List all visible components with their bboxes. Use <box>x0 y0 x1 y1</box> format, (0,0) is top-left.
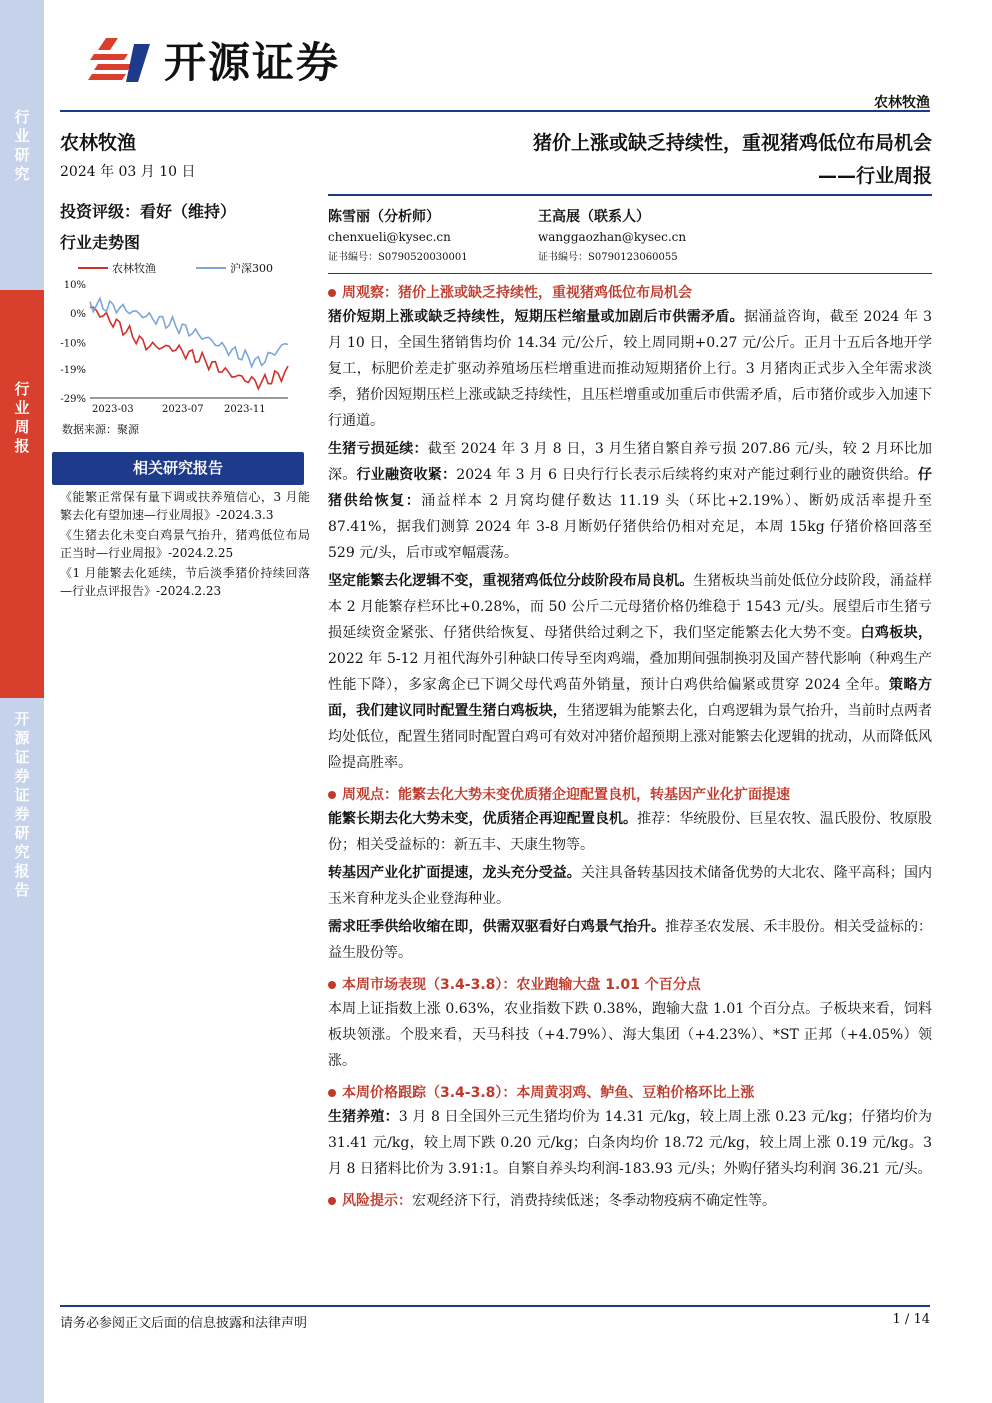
section-heading-text: 风险提示： <box>342 1193 412 1209</box>
sections <box>328 282 932 1210</box>
title-rule <box>328 194 932 196</box>
section-heading-text: 周观察：猪价上涨或缺乏持续性，重视猪鸡低位布局机会 <box>342 285 692 301</box>
author-cert: 证书编号：S0790123060055 <box>538 252 678 263</box>
paragraph: 生猪亏损延续：截至 2024 年 3 月 8 日，3 月生猪自繁自养亏损 207.86 元/头，较 2 月环比加深。行业融资收紧：2024 年 3 月 6 日央行行长表示后续将约束对产能过剩行业的融资供给。仔猪供给恢复：涌益样本 2 月窝均健仔数达 11.19 头（环比+2.19%）、断奶成活率提升至 87.41%，据我们测算 2024 年 3-8 月断奶仔猪供给仍相对充足，本周 15kg 仔猪价格回落至 529 元/头，后市或窄幅震荡。 <box>328 441 933 561</box>
trend-chart <box>56 254 300 440</box>
paragraph: 坚定能繁去化逻辑不变，重视猪鸡低位分歧阶段布局良机。生猪板块当前处低位分歧阶段，涌益样本 2 月能繁存栏环比+0.28%，而 50 公斤二元母猪价格仍维稳于 1543 元/头。展望后市生猪亏损延续资金紧张、仔猪供给恢复、母猪供给过剩之下，我们坚定能繁去化大势不变。白鸡板块，2022 年 5-12 月祖代海外引种缺口传导至肉鸡端，叠加期间强制换羽及国产替代影响（种鸡生产性能下降），多家禽企已下调父母代鸡苗外销量，预计白鸡供给偏紧或贯穿 2024 全年。策略方面，我们建议同时配置生猪白鸡板块，生猪逻辑为能繁去化，白鸡逻辑为景气抬升，当前时点两者均处低位，配置生猪同时配置白鸡可有效对冲猪价超预期上涨对能繁去化逻辑的扰动，从而降低风险提高胜率。 <box>328 573 933 771</box>
paragraph: 转基因产业化扩面提速，龙头充分受益。关注具备转基因技术储备优势的大北农、隆平高科；国内玉米育种龙头企业登海种业。 <box>328 865 933 907</box>
paragraph: 生猪养殖：3 月 8 日全国外三元生猪均价为 14.31 元/kg，较上周上涨 0.23 元/kg；仔猪均价为 31.41 元/kg，较上周下跌 0.20 元/kg；白条肉均价 18.72 元/kg，较上周上涨 0.19 元/kg。3 月 8 日猪料比价为 3.91:1。自繁自养头均利润-183.93 元/头；外购仔猪头均利润 36.21 元/头。 <box>328 1109 932 1177</box>
brand-logo-icon <box>88 34 156 86</box>
authors-rule <box>328 273 932 274</box>
bullet-dot-icon <box>328 1089 336 1097</box>
section-heading <box>328 1190 932 1210</box>
paragraph: 猪价短期上涨或缺乏持续性，短期压栏缩量或加剧后市供需矛盾。据涌益咨询，截至 2024 年 3 月 10 日，全国生猪销售均价 14.34 元/公斤，较上周同期+0.27 元/公斤。正月十五后各地开学复工，标肥价差走扩驱动养殖场压栏增重进而推动短期猪价上行。3 月猪肉正式步入全年需求淡季，猪价因短期压栏上涨或缺乏持续性，且压栏增重或加重后市供需矛盾，后市猪价或步入加速下行通道。 <box>328 309 933 429</box>
author-name: 王高展（联系人） <box>538 209 650 225</box>
sidebar-red-band <box>0 290 44 698</box>
bullet-dot-icon <box>328 1197 336 1205</box>
section-heading-text: 本周市场表现（3.4-3.8）：农业跑输大盘 1.01 个百分点 <box>342 977 701 993</box>
paragraph: 本周上证指数上涨 0.63%，农业指数下跌 0.38%，跑输大盘 1.01 个百分点。子板块来看，饲料板块领涨。个股来看，天马科技（+4.79%）、海大集团（+4.23%）、*ST 正邦（+4.05%）领涨。 <box>328 1001 932 1069</box>
author-name: 陈雪丽（分析师） <box>328 209 440 225</box>
brand-logo <box>88 34 340 86</box>
author-email[interactable]: wanggaozhan@kysec.cn <box>538 230 687 244</box>
bullet-dot-icon <box>328 981 336 989</box>
sidebar <box>0 0 44 1403</box>
author-cert: 证书编号：S0790520030001 <box>328 252 468 263</box>
legend-label: 沪深300 <box>230 262 273 275</box>
related-report-item[interactable]: 《生猪去化未变白鸡景气抬升，猪鸡低位布局正当时—行业周报》-2024.2.25 <box>60 528 310 560</box>
legend-label: 农林牧渔 <box>112 262 156 275</box>
author <box>538 206 748 263</box>
footer-rule <box>60 1305 930 1307</box>
section-heading <box>328 974 932 994</box>
section-heading <box>328 1082 932 1102</box>
related-reports-title: 相关研究报告 <box>52 452 304 485</box>
section-heading-text: 周观点：能繁去化大势未变优质猪企迎配置良机，转基因产业化扩面提速 <box>342 787 790 803</box>
investment-rating: 投资评级：看好（维持） <box>60 202 237 221</box>
author-email[interactable]: chenxueli@kysec.cn <box>328 230 451 244</box>
sidebar-label-bottom: 开 源 证 券 证 券 研 究 报 告 <box>14 710 30 899</box>
footer-disclaimer: 请务必参阅正文后面的信息披露和法律声明 <box>60 1316 308 1331</box>
x-tick-label: 2023-07 <box>162 404 204 415</box>
related-reports-list <box>60 488 310 602</box>
header-sector: 农林牧渔 <box>874 95 930 111</box>
section-heading-text: 本周价格跟踪（3.4-3.8）：本周黄羽鸡、鲈鱼、豆粕价格环比上涨 <box>342 1085 755 1101</box>
paragraph: 需求旺季供给收缩在即，供需双驱看好白鸡景气抬升。推荐圣农发展、禾丰股份。相关受益标的：益生股份等。 <box>328 919 933 961</box>
y-tick-label: -19% <box>60 364 86 376</box>
related-report-item[interactable]: 《1 月能繁去化延续，节后淡季猪价持续回落—行业点评报告》-2024.2.23 <box>60 566 310 598</box>
report-title: 猪价上涨或缺乏持续性，重视猪鸡低位布局机会 <box>532 132 932 154</box>
report-subtitle: ——行业周报 <box>817 165 932 187</box>
left-column <box>60 128 308 253</box>
authors <box>328 206 932 263</box>
risk-text: 宏观经济下行，消费持续低迷；冬季动物疫病不确定性等。 <box>412 1193 776 1209</box>
header-rule <box>60 110 930 112</box>
y-tick-label: -29% <box>60 394 86 405</box>
brand-name: 开源证券 <box>164 38 341 87</box>
sidebar-label-middle: 行 业 周 报 <box>14 380 30 455</box>
series-line <box>90 298 288 366</box>
related-report-item[interactable]: 《能繁正常保有量下调或扶养殖信心，3 月能繁去化有望加速—行业周报》-2024.3.3 <box>60 490 310 522</box>
page-number: 1 / 14 <box>892 1312 930 1327</box>
y-tick-label: 0% <box>70 309 86 321</box>
section-heading <box>328 282 932 302</box>
y-tick-label: 10% <box>63 280 86 291</box>
sector-label: 农林牧渔 <box>60 132 137 154</box>
bullet-dot-icon <box>328 791 336 799</box>
sidebar-label-top: 行 业 研 究 <box>14 108 30 183</box>
report-date: 2024 年 03 月 10 日 <box>60 164 196 180</box>
main-content <box>328 128 932 1210</box>
series-line <box>90 307 288 389</box>
trend-title: 行业走势图 <box>60 233 141 252</box>
x-tick-label: 2023-03 <box>92 404 134 415</box>
y-tick-label: -10% <box>60 338 86 350</box>
paragraph: 能繁长期去化大势未变，优质猪企再迎配置良机。推荐：华统股份、巨星农牧、温氏股份、牧原股份；相关受益标的：新五丰、天康生物等。 <box>328 811 932 853</box>
chart-source: 数据来源：聚源 <box>62 423 139 436</box>
bullet-dot-icon <box>328 289 336 297</box>
author <box>328 206 538 263</box>
section-heading <box>328 784 932 804</box>
x-tick-label: 2023-11 <box>224 404 266 415</box>
